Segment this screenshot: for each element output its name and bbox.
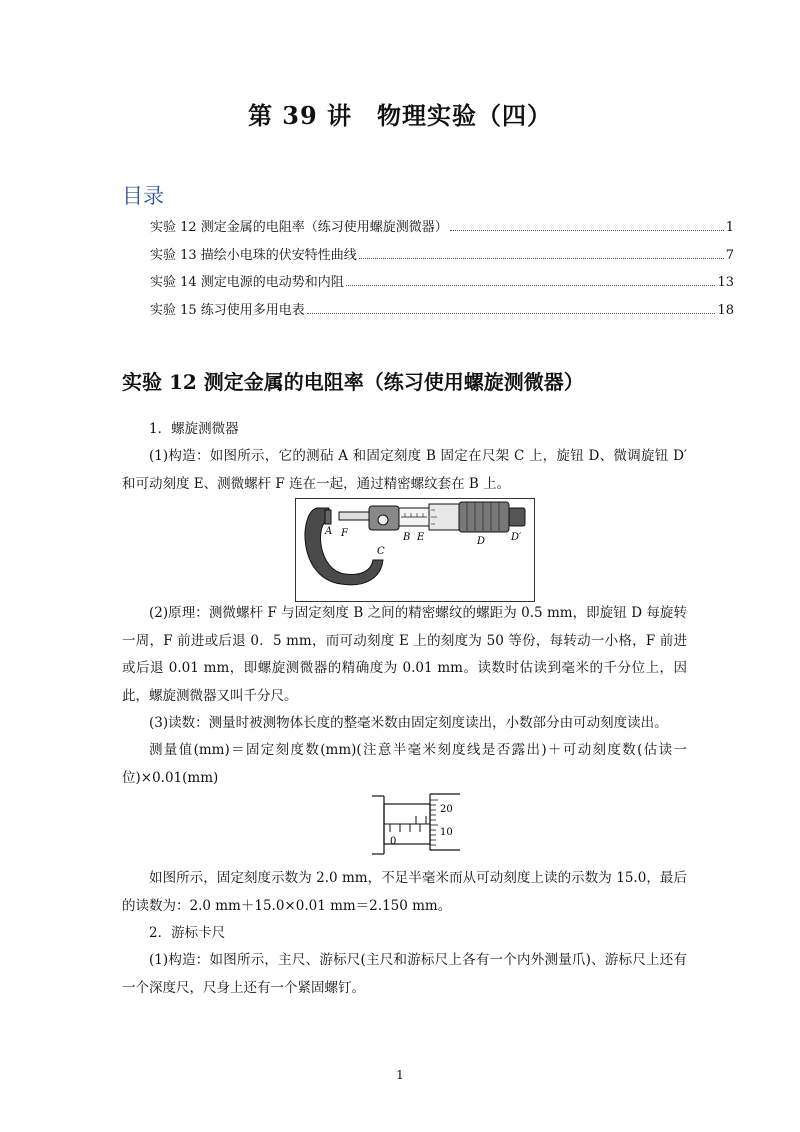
label-a: A [325,526,333,537]
toc-item-label: 实验 12 测定金属的电阻率（练习使用螺旋测微器） [150,220,448,235]
toc-leader-dots [450,230,724,231]
tick-label-0: 0 [390,836,397,847]
tick-label-20: 20 [440,804,453,815]
label-d: D [477,536,486,547]
label-c: C [377,546,385,557]
paragraph-principle: (2)原理：测微螺杆 F 与固定刻度 B 之间的精密螺纹的螺距为 0.5 mm，即旋钮 D 每旋转一周，F 前进或后退 0．5 mm，而可动刻度 E 上的刻度为 50 等份，每转动一小格，F 前进或后退 0.01 mm，即螺旋测微器的精确度为 0.01 mm。读数时估读到毫米的千分位上，因此，螺旋测微器又叫千分尺。 [122,605,687,704]
toc-item[interactable] [150,244,734,272]
micrometer-figure [295,498,535,602]
paragraph-micrometer-title: 1．螺旋测微器 [149,421,239,437]
paragraph-caliper-construction: (1)构造：如图所示，主尺、游标尺(主尺和游标尺上各有一个内外测量爪)、游标尺上还有一个深度尺，尺身上还有一个紧固螺钉。 [122,952,687,996]
toc-item-page: 1 [725,220,734,235]
paragraph-construction: (1)构造：如图所示，它的测砧 A 和固定刻度 B 固定在尺架 C 上，旋钮 D、微调旋钮 D′ 和可动刻度 E、测微螺杆 F 连在一起，通过精密螺纹套在 B 上。 [122,448,687,492]
toc-leader-dots [359,258,724,259]
thimble-edge [430,794,460,850]
toc-item[interactable] [150,216,734,244]
lock-knob [378,515,388,525]
micrometer-spindle [339,512,369,520]
paragraph-reading: (3)读数：测量时被测物体长度的整毫米数由固定刻度读出，小数部分由可动刻度读出。 [149,715,668,731]
toc-item-page: 13 [717,275,734,290]
scale-reading-figure [360,788,470,860]
label-f: F [341,528,348,539]
micrometer-anvil [325,510,331,524]
page-title: 第 39 讲 物理实验（四） [247,101,553,130]
toc-item[interactable] [150,271,734,299]
toc-item-label: 实验 14 测定电源的电动势和内阻 [150,275,344,290]
label-b: B [403,532,411,543]
toc-item-page: 18 [717,302,734,318]
micrometer-ratchet [509,508,525,526]
toc-item-label: 实验 13 描绘小电珠的伏安特性曲线 [150,247,357,263]
paragraph-formula: 测量值(mm)＝固定刻度数(mm)(注意半毫米刻度线是否露出)＋可动刻度数(估读一位)×0.01(mm) [122,742,687,786]
toc-leader-dots [307,313,716,314]
micrometer-knurled-knob [459,502,509,532]
label-e: E [417,532,425,543]
toc-item-label: 实验 15 练习使用多用电表 [150,302,305,318]
page-number: 1 [396,1068,404,1082]
toc-title: 目录 [122,184,164,208]
section-heading: 实验 12 测定金属的电阻率（练习使用螺旋测微器） [122,370,584,394]
label-d-prime: D′ [511,532,522,543]
tick-label-10: 10 [440,827,453,838]
toc-leader-dots [346,285,716,286]
toc-item-page: 7 [725,247,734,263]
paragraph-caliper-title: 2．游标卡尺 [149,925,226,941]
paragraph-example-reading: 如图所示，固定刻度示数为 2.0 mm，不足半毫米而从可动刻度上读的示数为 15.0，最后的读数为：2.0 mm＋15.0×0.01 mm＝2.150 mm。 [122,870,687,914]
table-of-contents [150,216,734,326]
toc-item[interactable] [150,299,734,327]
